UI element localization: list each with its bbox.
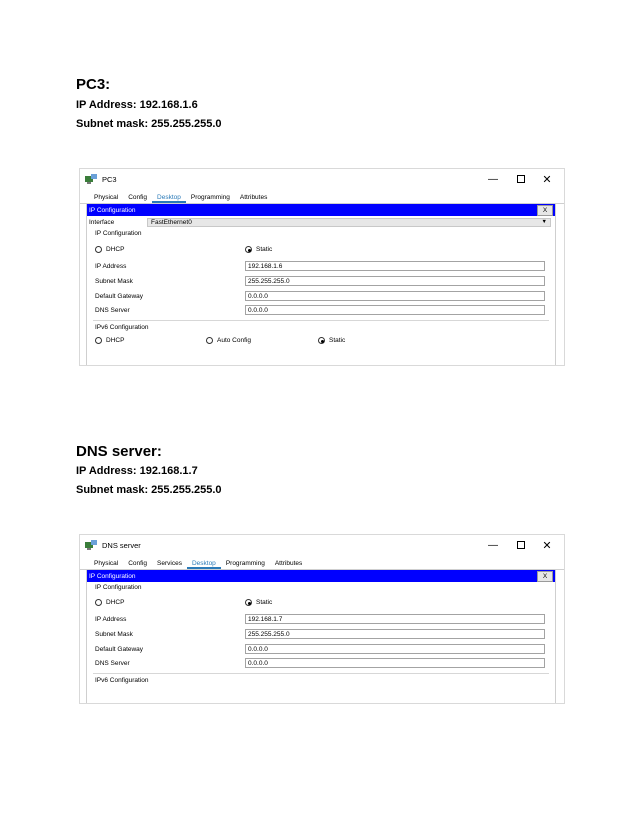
radio-icon	[206, 337, 213, 344]
subnet-mask-field[interactable]: 255.255.255.0	[245, 629, 545, 639]
close-window-button[interactable]: ✕	[542, 539, 552, 552]
maximize-icon	[517, 541, 525, 549]
panel-close-button[interactable]: X	[537, 571, 553, 582]
dns-server-label: DNS Server	[95, 660, 130, 667]
ipv6-static-label: Static	[329, 337, 346, 344]
tab-programming[interactable]: Programming	[225, 560, 265, 567]
close-window-button[interactable]: ✕	[542, 173, 552, 186]
tab-physical[interactable]: Physical	[94, 560, 119, 567]
subnet-mask-label: Subnet Mask	[95, 278, 133, 285]
dropdown-arrow-icon: ▼	[541, 219, 547, 225]
panel-title	[87, 570, 555, 582]
maximize-button[interactable]	[508, 169, 534, 189]
dns-server-field[interactable]: 0.0.0.0	[245, 658, 545, 668]
ip-config-section-label: IP Configuration	[95, 584, 142, 591]
default-gateway-label: Default Gateway	[95, 293, 144, 300]
static-label: Static	[256, 599, 273, 606]
radio-icon	[95, 246, 102, 253]
dns-ip-line: IP Address: 192.168.1.7	[76, 465, 198, 477]
ip-address-field[interactable]: 192.168.1.7	[245, 614, 545, 624]
ip-address-field[interactable]: 192.168.1.6	[245, 261, 545, 271]
ipv6-dhcp-label: DHCP	[106, 337, 125, 344]
tab-config[interactable]: Config	[128, 560, 148, 567]
minimize-button[interactable]: —	[488, 173, 498, 185]
dns-subnet-line: Subnet mask: 255.255.255.0	[76, 484, 222, 496]
pc3-ip-config-panel	[86, 203, 556, 365]
interface-select[interactable]	[147, 218, 551, 227]
section-divider	[93, 673, 549, 674]
static-label: Static	[256, 246, 273, 253]
ipv6-dhcp-radio[interactable]	[95, 337, 124, 344]
ipv6-auto-config-radio[interactable]	[206, 337, 251, 344]
dhcp-label: DHCP	[106, 599, 125, 606]
radio-selected-icon	[245, 246, 252, 253]
default-gateway-label: Default Gateway	[95, 646, 144, 653]
tab-attributes[interactable]: Attributes	[274, 560, 303, 567]
panel-title-text: IP Configuration	[89, 206, 136, 214]
dns-ip-config-panel	[86, 569, 556, 703]
minimize-button[interactable]: —	[488, 539, 498, 551]
maximize-button[interactable]	[508, 535, 534, 555]
dns-server-label: DNS Server	[95, 307, 130, 314]
tab-config[interactable]: Config	[128, 194, 148, 201]
default-gateway-field[interactable]: 0.0.0.0	[245, 644, 545, 654]
ip-address-label: IP Address	[95, 616, 127, 623]
static-radio[interactable]	[245, 599, 272, 606]
radio-icon	[95, 337, 102, 344]
dhcp-label: DHCP	[106, 246, 125, 253]
radio-selected-icon	[318, 337, 325, 344]
tab-services[interactable]: Services	[157, 560, 182, 567]
dhcp-radio[interactable]	[95, 599, 124, 606]
tab-attributes[interactable]: Attributes	[239, 194, 268, 201]
tab-programming[interactable]: Programming	[190, 194, 230, 201]
pc3-tab-bar	[80, 189, 564, 204]
interface-label: Interface	[89, 219, 115, 226]
tab-desktop[interactable]: Desktop	[187, 560, 221, 569]
static-radio[interactable]	[245, 246, 272, 253]
server-icon	[84, 539, 98, 551]
ipv6-config-section-label: IPv6 Configuration	[95, 324, 149, 331]
ip-config-section-label: IP Configuration	[95, 230, 142, 237]
tab-desktop[interactable]: Desktop	[152, 194, 186, 203]
dns-titlebar	[80, 535, 564, 555]
ipv6-auto-config-label: Auto Config	[217, 337, 251, 344]
computer-icon	[84, 173, 98, 185]
ip-address-label: IP Address	[95, 263, 127, 270]
dns-server-field[interactable]: 0.0.0.0	[245, 305, 545, 315]
dhcp-radio[interactable]	[95, 246, 124, 253]
ipv6-config-section-label: IPv6 Configuration	[95, 677, 149, 684]
subnet-mask-field[interactable]: 255.255.255.0	[245, 276, 545, 286]
panel-close-button[interactable]: X	[537, 205, 553, 216]
panel-title	[87, 204, 555, 216]
radio-icon	[95, 599, 102, 606]
pc3-window	[79, 168, 565, 366]
dns-heading: DNS server:	[76, 443, 162, 460]
ipv6-static-radio[interactable]	[318, 337, 345, 344]
panel-title-text: IP Configuration	[89, 572, 136, 580]
subnet-mask-label: Subnet Mask	[95, 631, 133, 638]
dns-window-title: DNS server	[102, 540, 141, 550]
maximize-icon	[517, 175, 525, 183]
pc3-window-title: PC3	[102, 174, 117, 184]
dns-window	[79, 534, 565, 704]
pc3-heading: PC3:	[76, 76, 111, 93]
section-divider	[93, 320, 549, 321]
dns-tab-bar	[80, 555, 564, 570]
pc3-titlebar	[80, 169, 564, 189]
pc3-subnet-line: Subnet mask: 255.255.255.0	[76, 118, 222, 130]
radio-selected-icon	[245, 599, 252, 606]
default-gateway-field[interactable]: 0.0.0.0	[245, 291, 545, 301]
interface-value: FastEthernet0	[151, 219, 192, 226]
tab-physical[interactable]: Physical	[94, 194, 119, 201]
pc3-ip-line: IP Address: 192.168.1.6	[76, 99, 198, 111]
